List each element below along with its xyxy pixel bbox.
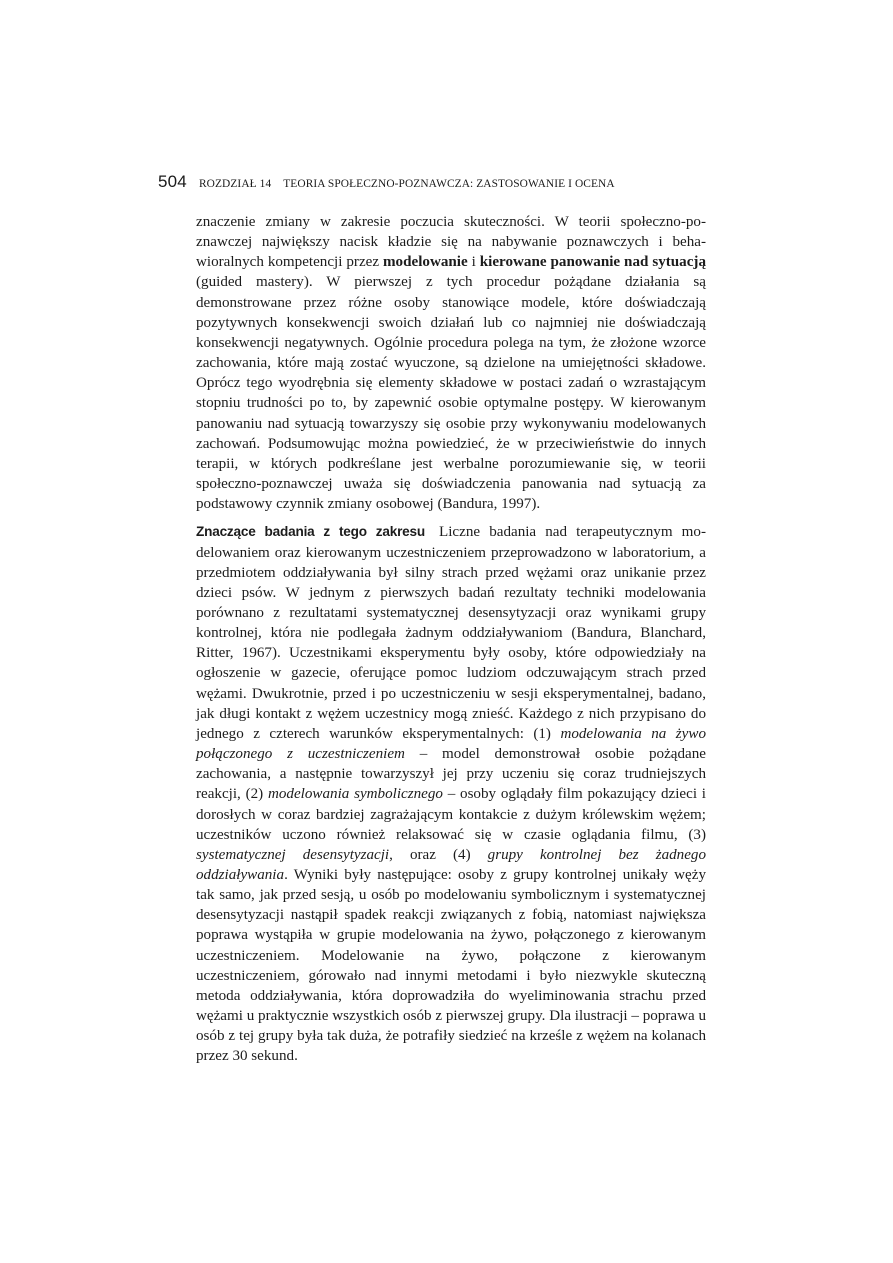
condition-3-term: systematycznej desensytyzacji	[196, 846, 390, 863]
section-heading: Znaczące badania z tego zakresu	[196, 524, 426, 540]
paragraph-1-text-1: znaczenie zmiany w zakresie poczucia skuteczności. W teorii społeczno-poznawczej największy nacisk kładzie się na nabywanie poznawczych i behawioralnych kompetencji przez	[196, 214, 706, 271]
term-modelowanie: modelowanie	[382, 254, 468, 271]
paragraph-2-text-2: – model demonstrował osobie pożądane zachowania, a następnie towarzyszył jej przy uczeniu się coraz trudniejszych reakcji, (2)	[196, 746, 706, 803]
paragraph-2-text-3: – osoby oglądały film pokazujący dzieci i dorosłych w coraz bardziej zagrażającym kontakcie z dużym królewskim wężem; uczestników uczono również relaksować się w czasie oglądania filmu, (3)	[196, 786, 706, 843]
paragraph-1-text-3: (guided mastery). W pierwszej z tych procedur pożądane działania są demonstrowane przez różne osoby stanowiące modele, które doświadczają pozytywnych konsekwencji swoich działań lub co najmniej nie doświadczają konsekwencji negatywnych. Ogólnie procedura polega na tym, że złożone wzorce zachowania, które mają zostać wyuczone, są dzielone na umiejętności składowe. Oprócz tego wyodrębnia się elementy składowe w postaci zadań o wzrastającym stopniu trudności po to, by zapewnić osobie optymalne postępy. W kierowanym panowaniu nad sytuacją towarzyszy się osobie przy wykonywaniu modelowanych zachowań. Podsumowując można powiedzieć, że w przeciwieństwie do innych terapii, w których podkreślane jest werbalne porozumiewanie się, w teorii społeczno-poznawczej uważa się doświadczenia panowania nad sytuacją za podstawowy czynnik zmiany osobowej (Bandura, 1997).	[196, 274, 706, 513]
paragraph-2	[196, 522, 706, 1066]
body-text	[196, 212, 706, 1067]
page-number: 504	[158, 172, 187, 191]
chapter-title: TEORIA SPOŁECZNO-POZNAWCZA: ZASTOSOWANIE I OCENA	[283, 178, 615, 190]
paragraph-2-text-5: . Wyniki były następujące: osoby z grupy kontrolnej unikały węży tak samo, jak przed sesją, u osób po modelowaniu symbolicznym i systematycznej desensytyzacji nastąpił spadek reakcji związanych z fobią, natomiast największa poprawa wystąpiła w grupie modelowania na żywo, połączonego z kierowanym uczestniczeniem. Modelowanie na żywo, połączone z kierowanym uczestniczeniem, górowało nad innymi metodami i było niezwykle skuteczną metoda oddziaływania, która doprowadziła do wyeliminowania strachu przed wężami u praktycznie wszystkich osób z pierwszej grupy. Dla ilustracji – poprawa u osób z tej grupy była tak duża, że potrafiły siedzieć na krześle z wężem na kolanach przez 30 sekund.	[196, 867, 706, 1065]
paragraph-1-text-2: i	[467, 254, 480, 271]
paragraph-2-text-4: , oraz (4)	[389, 846, 488, 863]
condition-2-term: modelowania symbolicznego	[267, 786, 443, 803]
condition-1-term: modelowania na żywo połączonego z uczestniczeniem	[196, 725, 706, 763]
paragraph-1	[196, 212, 706, 514]
chapter-label: ROZDZIAŁ 14	[198, 178, 272, 190]
running-head	[158, 172, 718, 192]
term-kierowane-panowanie: kierowane panowanie nad sytuacją	[479, 254, 706, 271]
condition-4-term: grupy kontrolnej bez żadnego oddziaływania	[196, 846, 706, 883]
paragraph-2-text-1: Liczne badania nad terapeutycznym modelowaniem oraz kierowanym uczestniczeniem przeprowadzono w laboratorium, a przedmiotem oddziaływania był silny strach przed wężami oraz unikanie przez dzieci psów. W jednym z pierwszych badań rezultaty techniki modelowania porównano z rezultatami systematycznej desensytyzacji oraz wynikami grupy kontrolnej, która nie podlegała żadnym oddziaływaniom (Bandura, Blanchard, Ritter, 1967). Uczestnikami eksperymentu były osoby, które odpowiedziały na ogłoszenie w gazecie, oferujące pomoc ludziom odczuwającym strach przed wężami. Dwukrotnie, przed i po uczestniczeniu w sesji eksperymentalnej, badano, jak długi kontakt z wężem uczestnicy mogą znieść. Każdego z nich przypisano do jednego z czterech warunków eksperymentalnych: (1)	[196, 524, 706, 742]
